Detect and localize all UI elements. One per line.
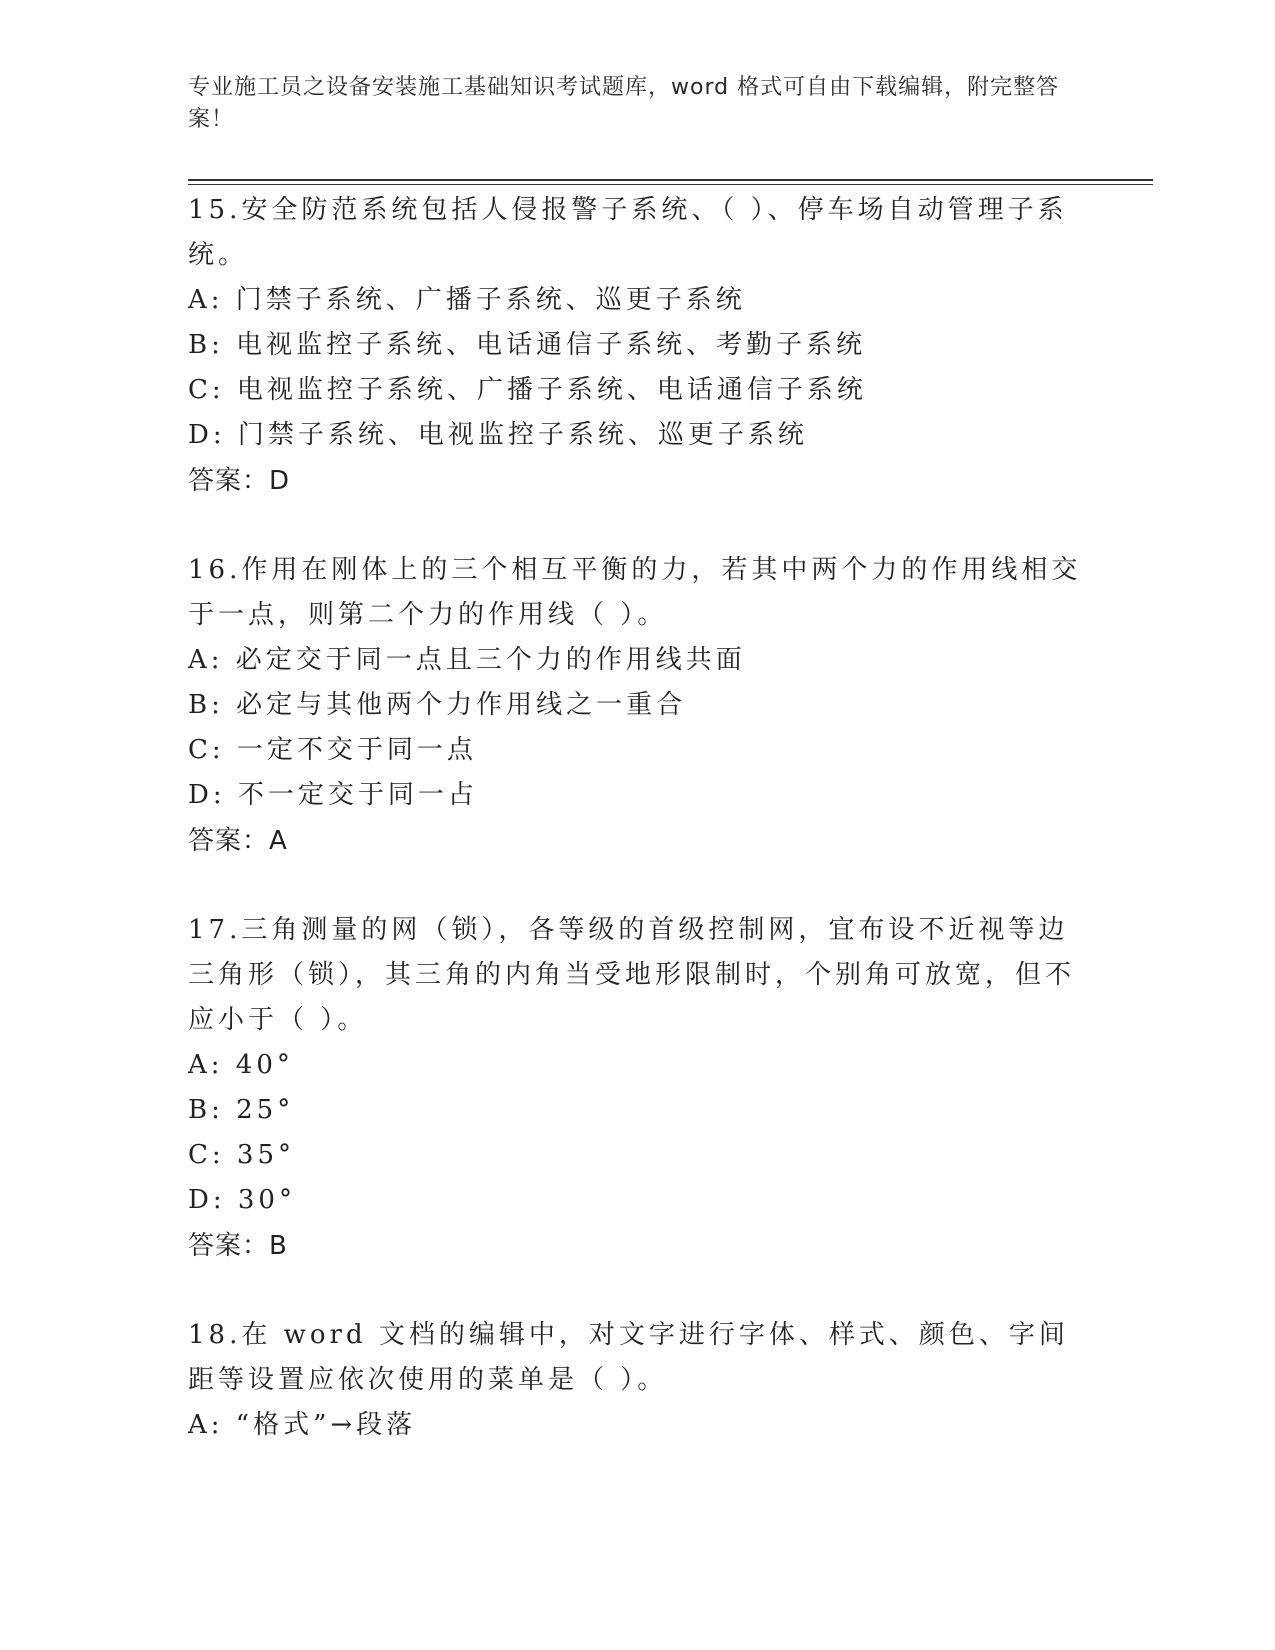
option-b: B: 必定与其他两个力作用线之一重合 — [188, 690, 687, 720]
option-b: B: 25° — [188, 1095, 295, 1125]
option-c: C: 35° — [188, 1140, 296, 1170]
question-stem: 17.三角测量的网（锁），各等级的首级控制网，宜布设不近视等边三角形（锁），其三角的内角当受地形限制时，个别角可放宽，但不应小于（ ）。 — [188, 915, 1076, 1035]
option-a: A: 门禁子系统、广播子系统、巡更子系统 — [188, 285, 746, 315]
question-15 — [188, 188, 1088, 504]
option-d: D: 30° — [188, 1185, 296, 1215]
option-a: A: “格式”→段落 — [188, 1410, 417, 1440]
document-header: 专业施工员之设备安装施工基础知识考试题库，word 格式可自由下载编辑，附完整答案！ — [188, 75, 1060, 132]
header-divider-thick — [188, 179, 1153, 181]
option-c: C: 电视监控子系统、广播子系统、电话通信子系统 — [188, 375, 867, 405]
option-c: C: 一定不交于同一点 — [188, 735, 477, 765]
question-spacer — [188, 504, 1088, 548]
answer-line: 答案：D — [188, 466, 291, 496]
answer-line: 答案：B — [188, 1231, 288, 1261]
question-stem: 18.在 word 文档的编辑中，对文字进行字体、样式、颜色、字间距等设置应依次使用的菜单是（ ）。 — [188, 1320, 1069, 1395]
option-b: B: 电视监控子系统、电话通信子系统、考勤子系统 — [188, 330, 867, 360]
option-a: A: 必定交于同一点且三个力的作用线共面 — [188, 645, 746, 675]
option-d: D: 不一定交于同一占 — [188, 780, 478, 810]
header-divider-thin — [188, 184, 1153, 185]
question-stem: 15.安全防范系统包括人侵报警子系统、（ ）、停车场自动管理子系统。 — [188, 195, 1068, 270]
question-16 — [188, 548, 1088, 864]
question-17 — [188, 908, 1088, 1269]
option-a: A: 40° — [188, 1050, 294, 1080]
question-stem: 16.作用在刚体上的三个相互平衡的力，若其中两个力的作用线相交于一点，则第二个力的作用线（ ）。 — [188, 555, 1082, 630]
question-spacer — [188, 1269, 1088, 1313]
answer-line: 答案：A — [188, 826, 288, 856]
question-18 — [188, 1313, 1088, 1448]
question-spacer — [188, 864, 1088, 908]
option-d: D: 门禁子系统、电视监控子系统、巡更子系统 — [188, 420, 808, 450]
question-list — [188, 188, 1088, 1448]
